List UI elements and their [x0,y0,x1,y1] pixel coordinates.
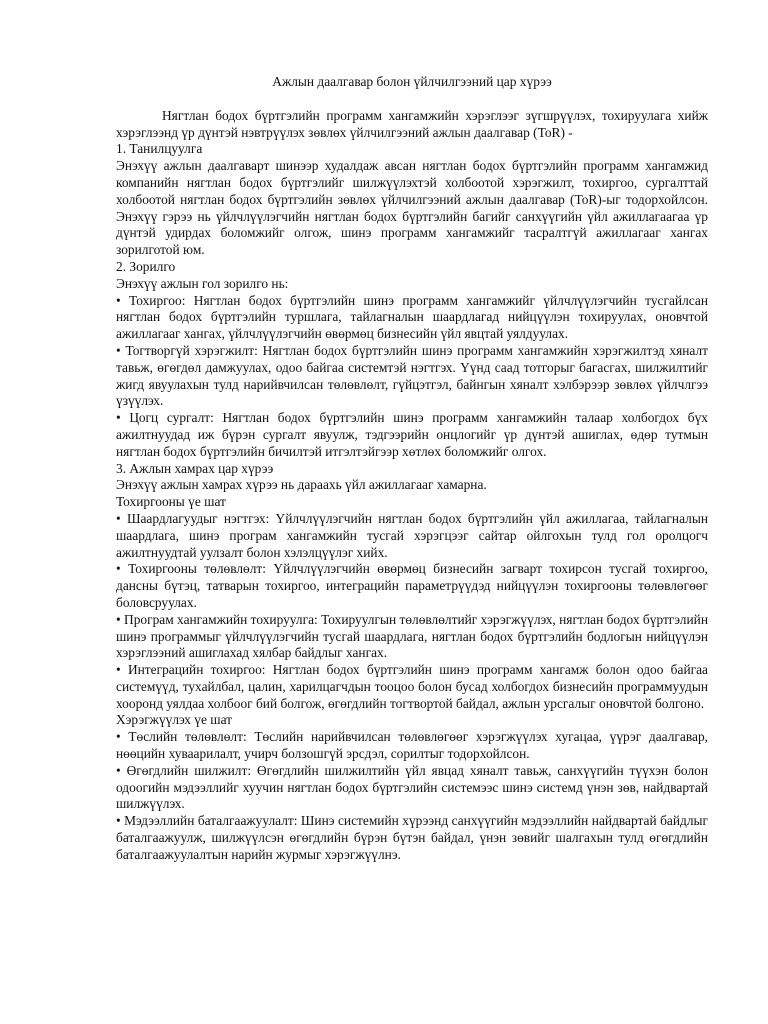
phase-implementation-bullet-project-planning: • Төслийн төлөвлөлт: Төслийн нарийвчилсан төлөвлөгөөг хэрэгжүүлэх хугацаа, үүрэг даалгавар, нөөцийн хуваарилалт, учирч болзошгүй эрсдэл, сорилтыг тодорхойлсон. [116,729,708,762]
section-2-lead: Энэхүү ажлын гол зорилго нь: [116,275,289,291]
phase-implementation-bullet-data-migration: • Өгөгдлийн шилжилт: Өгөгдлийн шилжилтийн үйл явцад хяналт тавьж, санхүүгийн түүхэн болон одоогийн мэдээллийг хуучин нягтлан бодох бүртгэлийн системээс шинэ системд үнэн зөв, найдвартай шилжүүлэх. [116,762,708,812]
section-2-heading: 2. Зорилго [116,258,176,274]
phase-implementation-bullet-data-validation: • Мэдээллийн баталгаажуулалт: Шинэ системийн хүрээнд санхүүгийн мэдээллийн найдвартай байдлыг баталгаажуулж, шилжүүлсэн өгөгдлийн бүрэн бүтэн байдал, үнэн зөвийг шалгахын тулд өгөгдлийн баталгаажуулалтын нарийн журмыг хэрэгжүүлнэ. [116,813,708,862]
section-3-lead: Энэхүү ажлын хамрах хүрээ нь дараахь үйл ажиллагааг хамарна. [116,477,487,493]
section-2-bullet-configuration: • Тохиргоо: Нягтлан бодох бүртгэлийн шинэ программ хангамжийг үйлчлүүлэгчийн тусгайлсан нягтлан бодох бүртгэлийн туршлага, тайлагналын шаардлагад нийцүүлэн тохируулах, оновчтой ажиллагааг хангах, үйлчлүүлэгчийн өвөрмөц бизнесийн үйл явцтай уялдуулах. [116,292,708,342]
document-page [116,74,708,864]
phase-configuration-bullet-requirements: • Шаардлагуудыг нэгтгэх: Үйлчлүүлэгчийн нягтлан бодох бүртгэлийн үйл ажиллагаа, тайлагналын шаардлага, шинэ програм хангамжийн тусгай хэрэгцээг сайтар ойлгохын тулд гол оролцогч ажилтнуудтай уулзалт болон хэлэлцүүлэг хийх. [116,510,708,560]
intro-paragraph: Нягтлан бодох бүртгэлийн программ хангамжийн хэрэглээг зүгшрүүлэх, тохируулага хийж хэрэглээнд үр дүнтэй нэвтрүүлэх зөвлөх үйлчилгээний ажлын даалгавар (ToR) - [116,107,708,140]
section-2-bullet-implementation: • Тогтворгүй хэрэгжилт: Нягтлан бодох бүртгэлийн шинэ программ хангамжийн хэрэгжилтэд хяналт тавьж, өгөгдөл дамжуулах, одоо байгаа системтэй нэгтгэх. Үүнд саад тотгорыг багасгах, шилжилтийг жигд явуулахын тулд нарийвчилсан төлөвлөлт, гүйцэтгэл, байнгын хяналт хэлбэрээр зөвлөх үйлчлгээ үзүүлэх. [116,342,708,409]
phase-configuration-bullet-planning: • Тохиргооны төлөвлөлт: Үйлчлүүлэгчийн өвөрмөц бизнесийн загварт тохирсон тусгай тохиргоо, дансны бүтэц, татварын тохиргоо, интеграцийн параметрүүдэд нийцүүлэн тохиргооны төлөвлөгөөг боловсруулах. [116,561,708,610]
phase-implementation-heading: Хэрэгжүүлэх үе шат [116,712,233,728]
phase-configuration-bullet-customization: • Програм хангамжийн тохируулга: Тохируулгын төлөвлөлтийг хэрэгжүүлэх, нягтлан бодох бүртгэлийн шинэ программыг үйлчлүүлэгчийн тусгай шаардлага, нягтлан бодох бүртгэлийн бодлогын нийцүүлэн хэрэглээний ашиглахад хялбар байдлыг хангах. [116,611,708,661]
section-1-paragraph: Энэхүү ажлын даалгаварт шинээр худалдаж авсан нягтлан бодох бүртгэлийн программ хангамжид компанийн нягтлан бодох бүртгэлийг шилжүүлэхтэй холбоотой хэрэгжилт, тохиргоо, сургалттай холбоотой нягтлан бодох бүртгэлийн зөвлөх үйлчилгээний ажлын даалгавар (ToR)-ыг тодорхойлсон. Энэхүү гэрээ нь үйлчлүүлэгчийн нягтлан бодох бүртгэлийн багийг санхүүгийн үйл ажиллагаагаа үр дүнтэй удирдах боломжийг олгож, шинэ программ хангамжийг тасралтгүй ажиллагааг хангах зорилготой юм. [116,158,708,258]
section-1-heading: 1. Танилцуулга [116,141,203,157]
section-3-heading: 3. Ажлын хамрах цар хүрээ [116,460,274,476]
section-2-bullet-training: • Цогц сургалт: Нягтлан бодох бүртгэлийн шинэ программ хангамжийн талаар холбогдох бүх ажилтнуудад иж бүрэн сургалт явуулж, тэдгээрийн онцлогийг үр дүнтэй ашиглах, өдөр тутмын нягтлан бодох бүртгэлийн бичилтэй итгэлтэйгээр хөтлөх боломжийг олгох. [116,410,708,459]
document-title: Ажлын даалгавар болон үйлчилгээний цар хүрээ [272,74,552,89]
phase-configuration-bullet-integration: • Интеграцийн тохиргоо: Нягтлан бодох бүртгэлийн шинэ программ хангамж болон одоо байгаа системүүд, тухайлбал, цалин, харилцагчдын тооцоо болон бусад холбогдох бизнесийн программуудын хооронд уялдаа холбоог бий болгож, өгөгдлийн тогтвортой байдал, ажлын урсгалыг оновчтой болгоно. [116,662,708,711]
phase-configuration-heading: Тохиргооны үе шат [116,494,226,510]
